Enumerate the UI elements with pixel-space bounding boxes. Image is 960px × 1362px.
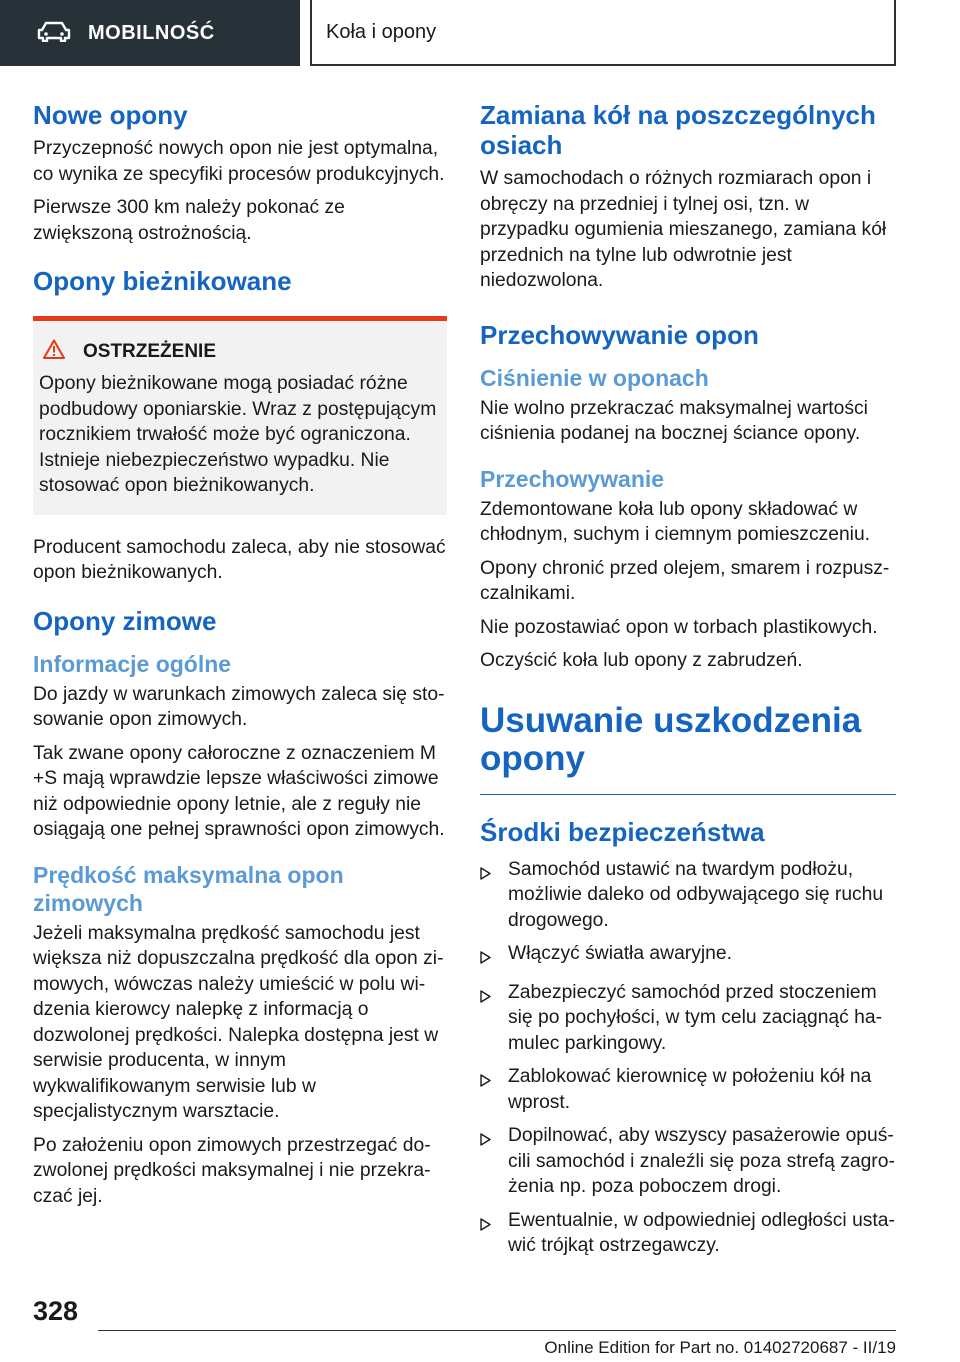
- bullet-triangle-icon: [480, 1123, 508, 1200]
- paragraph: Do jazdy w warunkach zimowych zaleca się stosowanie opon zimowych.: [33, 683, 445, 730]
- heading-safety-measures: Środki bezpieczeństwa: [480, 816, 765, 847]
- subheading-tire-pressure: Ciśnienie w oponach: [480, 364, 709, 391]
- section-tab: [0, 0, 300, 66]
- edition-info: Online Edition for Part no. 01402720687 - II/19: [544, 1338, 896, 1357]
- subheading-general-info: Informacje ogólne: [33, 650, 232, 677]
- list-item: [480, 1123, 896, 1200]
- list-item-text: Samochód ustawić na twardym podłożu, możliwie daleko od odbywającego się ruchu drogowego.: [508, 858, 884, 931]
- paragraph: Opony chronić przed olejem, smarem i rozpuszczalnikami.: [480, 557, 890, 604]
- list-item-text: Zablokować kierownicę w położeniu kół na wprost.: [508, 1066, 872, 1113]
- page-number: 328: [33, 1296, 79, 1326]
- paragraph: W samochodach o różnych rozmiarach opon i obręczy na przedniej i tylnej osi, tzn. w przypadku ogumienia mieszanego, zamiana kół przednich na tylne lub odwrotnie jest niedozwolona.: [480, 168, 887, 291]
- safety-list: [480, 857, 896, 1259]
- footer-divider: [98, 1330, 896, 1331]
- paragraph: Nie pozostawiać opon w torbach plastikowych.: [480, 616, 878, 638]
- warning-text: Opony bieżnikowane mogą posiadać różne podbudowy oponiarskie. Wraz z postępującym rocznikiem trwałość może być ograniczona. Istnieje niebezpieczeństwo wypadku. Nie stosować opon bieżnikowanych.: [39, 373, 437, 496]
- paragraph: Przyczepność nowych opon nie jest optymalna, co wynika ze specyfiki procesów produkcyjnych.: [33, 138, 445, 185]
- paragraph: Nie wolno przekraczać maksymalnej wartości ciśnienia podanej na bocznej ściance opony.: [480, 397, 868, 444]
- section-title: MOBILNOŚĆ: [88, 21, 215, 44]
- list-item: [480, 980, 896, 1057]
- paragraph: Oczyścić koła lub opony z zabrudzeń.: [480, 650, 803, 671]
- heading-tire-damage: Usuwanie uszkodzenia opony: [480, 700, 862, 778]
- bullet-triangle-icon: [480, 1064, 508, 1115]
- list-item: [480, 1208, 896, 1259]
- list-item-text: Dopilnować, aby wszyscy pasażerowie opuścili samochód i znaleźli się poza strefą zagrożenia np. poza poboczem drogi.: [508, 1125, 895, 1197]
- page-header: [0, 0, 960, 66]
- heading-winter-tires: Opony zimowe: [33, 605, 217, 636]
- paragraph: Jeżeli maksymalna prędkość samochodu jest większa niż dopuszczalna prędkość dla opon zimowych, wówczas należy umieścić w polu widzenia kierowcy nalepkę z informacją o dozwolonej prędkości. Nalepka dostępna jest w serwisie producenta, w innym wykwalifikowanym serwisie lub w specjalistycznym warsztacie.: [33, 922, 444, 1122]
- list-item-text: Włączyć światła awaryjne.: [508, 943, 732, 964]
- car-icon: [36, 20, 88, 47]
- list-item: [480, 857, 896, 934]
- bullet-triangle-icon: [480, 1208, 508, 1259]
- paragraph: Pierwsze 300 km należy pokonać ze zwiększoną ostrożnością.: [33, 197, 345, 244]
- paragraph: Po założeniu opon zimowych przestrzegać dozwolonej prędkości maksymalnej i nie przekraczać jej.: [33, 1134, 431, 1207]
- heading-retread-tires: Opony bieżnikowane: [33, 266, 292, 296]
- warning-title: OSTRZEŻENIE: [83, 341, 217, 362]
- bullet-triangle-icon: [480, 941, 508, 972]
- chapter-tab: [310, 0, 896, 66]
- warning-triangle-icon: [43, 339, 83, 365]
- list-item: [480, 941, 896, 972]
- left-column: [33, 100, 447, 1217]
- paragraph: Tak zwane opony całoroczne z oznaczeniem M +S mają wprawdzie lepsze właściwości zimowe niż odpowiednie opony letnie, ale z reguły nie osiągają one pełnej sprawności opon zimowych.: [33, 742, 445, 840]
- heading-tire-storage: Przechowywanie opon: [480, 319, 759, 350]
- chapter-title: Koła i opony: [326, 20, 437, 43]
- subheading-storage: Przechowywanie: [480, 465, 665, 492]
- paragraph: Zdemontowane koła lub opony składować w chłodnym, suchym i ciemnym pomieszczeniu.: [480, 498, 871, 545]
- right-column: [480, 100, 896, 1267]
- heading-new-tires: Nowe opony: [33, 100, 188, 130]
- list-item: [480, 1064, 896, 1115]
- bullet-triangle-icon: [480, 857, 508, 934]
- warning-header: [39, 339, 439, 365]
- paragraph: Producent samochodu zaleca, aby nie stosować opon bieżnikowanych.: [33, 536, 446, 583]
- bullet-triangle-icon: [480, 980, 508, 1057]
- subheading-max-speed: Prędkość maksymalna opon zimowych: [33, 861, 344, 916]
- list-item-text: Ewentualnie, w odpowiedniej odległości ustawić trójkąt ostrzegawczy.: [508, 1209, 895, 1256]
- warning-box: [33, 316, 447, 515]
- heading-divider: [480, 794, 896, 795]
- heading-wheel-swap: Zamiana kół na poszczególnych osiach: [480, 100, 876, 160]
- list-item-text: Zabezpieczyć samochód przed stoczeniem się po pochyłości, w tym celu zaciągnąć hamulec parkingowy.: [508, 981, 883, 1054]
